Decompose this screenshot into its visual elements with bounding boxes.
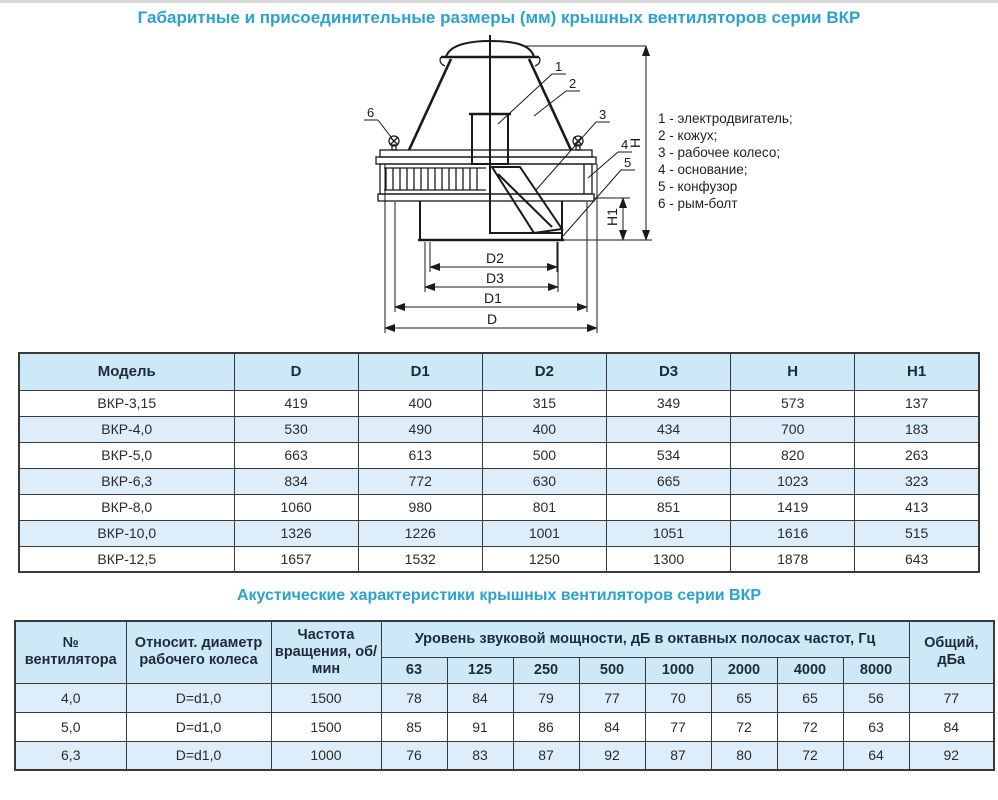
table-row: [19, 546, 979, 572]
table-cell: ВКР-8,0: [19, 494, 234, 520]
table-cell: 91: [447, 712, 513, 741]
callout-3: 3: [599, 107, 607, 122]
table-cell: 665: [606, 468, 730, 494]
table-cell: 183: [855, 416, 979, 442]
table-cell: 77: [645, 712, 711, 741]
dim-label-d2: D2: [486, 250, 504, 266]
table-cell: ВКР-4,0: [19, 416, 234, 442]
legend-item: 3 - рабочее колесо;: [658, 145, 781, 160]
table-row: [19, 520, 979, 546]
fan-base-rail: [378, 194, 594, 201]
table-cell: 6,3: [15, 741, 126, 770]
table-cell: 83: [447, 741, 513, 770]
table-cell: 434: [606, 416, 730, 442]
table-cell: 72: [711, 712, 777, 741]
col-header-octave-500: 500: [579, 657, 645, 683]
col-header-octave-250: 250: [513, 657, 579, 683]
fan-impeller: [490, 166, 562, 234]
table-cell: 772: [358, 468, 482, 494]
table-cell: 400: [358, 390, 482, 416]
table-cell: 1250: [482, 546, 606, 572]
table-cell: 263: [855, 442, 979, 468]
table-cell: 1226: [358, 520, 482, 546]
col-header-model: Модель: [19, 353, 234, 390]
table-cell: 1051: [606, 520, 730, 546]
col-header-sound-power: Уровень звуковой мощности, дБ в октавных полосах частот, Гц: [381, 621, 909, 657]
table-cell: 530: [234, 416, 358, 442]
legend-item: 6 - рым-болт: [658, 196, 738, 211]
col-header-octave-8000: 8000: [843, 657, 909, 683]
table-cell: 64: [843, 741, 909, 770]
table-cell: 65: [711, 683, 777, 712]
table-cell: 84: [909, 712, 994, 741]
dimension-lines: [385, 46, 646, 328]
col-header-h: H: [731, 353, 855, 390]
col-header-d2: D2: [482, 353, 606, 390]
col-header-d1: D1: [358, 353, 482, 390]
callout-leaders: [364, 74, 635, 236]
table-cell: 92: [909, 741, 994, 770]
col-header-rel-diameter: Относит. диаметр рабочего колеса: [126, 621, 271, 683]
col-header-fan-no: № вентилятора: [15, 621, 126, 683]
table-cell: 78: [381, 683, 447, 712]
legend-item: 4 - основание;: [658, 162, 748, 177]
table-cell: 1878: [731, 546, 855, 572]
table-cell: 851: [606, 494, 730, 520]
table-row: [19, 416, 979, 442]
eye-bolts: [389, 136, 583, 150]
table-cell: 663: [234, 442, 358, 468]
table-row: [15, 683, 994, 712]
table-cell: 820: [731, 442, 855, 468]
page-title: Габаритные и присоединительные размеры (мм) крышных вентиляторов серии ВКР: [137, 8, 861, 27]
table-cell: 1060: [234, 494, 358, 520]
table-cell: 643: [855, 546, 979, 572]
legend-item: 5 - конфузор: [658, 179, 738, 194]
dim-label-d: D: [487, 311, 498, 327]
table-cell: 84: [579, 712, 645, 741]
table-cell: 80: [711, 741, 777, 770]
table-cell: ВКР-12,5: [19, 546, 234, 572]
dimensions-table: [18, 352, 980, 573]
table-cell: 63: [843, 712, 909, 741]
col-header-octave-63: 63: [381, 657, 447, 683]
fan-flange: [376, 150, 596, 164]
table-cell: 65: [777, 683, 843, 712]
table-cell: 87: [513, 741, 579, 770]
table-cell: 5,0: [15, 712, 126, 741]
dim-label-h1: H1: [604, 208, 620, 226]
table-cell: 137: [855, 390, 979, 416]
col-header-octave-1000: 1000: [645, 657, 711, 683]
table-cell: ВКР-6,3: [19, 468, 234, 494]
col-header-octave-4000: 4000: [777, 657, 843, 683]
table-cell: 980: [358, 494, 482, 520]
louver-band: [380, 164, 592, 194]
table-cell: 801: [482, 494, 606, 520]
table-row: [19, 494, 979, 520]
table-cell: 413: [855, 494, 979, 520]
dim-label-d3: D3: [486, 270, 504, 286]
table-row: [15, 741, 994, 770]
col-header-h1: H1: [855, 353, 979, 390]
table-cell: 92: [579, 741, 645, 770]
table-cell: 77: [909, 683, 994, 712]
table-cell: 56: [843, 683, 909, 712]
table-cell: 490: [358, 416, 482, 442]
table-cell: 72: [777, 712, 843, 741]
table-cell: ВКР-3,15: [19, 390, 234, 416]
legend-item: 2 - кожух;: [658, 128, 718, 143]
col-header-total-dba: Общий, дБа: [909, 621, 994, 683]
table-cell: 1419: [731, 494, 855, 520]
callout-6: 6: [367, 105, 375, 120]
acoustic-table: [14, 620, 995, 771]
table-cell: 700: [731, 416, 855, 442]
col-header-octave-2000: 2000: [711, 657, 777, 683]
table-cell: D=d1,0: [126, 683, 271, 712]
table-cell: 1616: [731, 520, 855, 546]
table-cell: 500: [482, 442, 606, 468]
table-cell: 1532: [358, 546, 482, 572]
table-cell: 76: [381, 741, 447, 770]
table-cell: 1500: [271, 712, 381, 741]
table-cell: 4,0: [15, 683, 126, 712]
table-cell: 86: [513, 712, 579, 741]
fan-diagram: [0, 28, 998, 352]
fan-diagram-svg: [330, 30, 660, 352]
table-cell: D=d1,0: [126, 712, 271, 741]
dim-label-d1: D1: [484, 290, 502, 306]
table-cell: 515: [855, 520, 979, 546]
acoustic-header-row-1: [15, 621, 994, 657]
table-cell: 323: [855, 468, 979, 494]
callout-1: 1: [555, 59, 563, 74]
table-cell: 72: [777, 741, 843, 770]
table-cell: 630: [482, 468, 606, 494]
callout-5: 5: [624, 155, 632, 170]
table-cell: D=d1,0: [126, 741, 271, 770]
table-cell: 834: [234, 468, 358, 494]
table-cell: 84: [447, 683, 513, 712]
table-cell: ВКР-5,0: [19, 442, 234, 468]
col-header-rotation: Частота вращения, об/мин: [271, 621, 381, 683]
table-cell: 349: [606, 390, 730, 416]
table-cell: 534: [606, 442, 730, 468]
table-cell: 87: [645, 741, 711, 770]
col-header-d: D: [234, 353, 358, 390]
table-cell: 70: [645, 683, 711, 712]
callout-4: 4: [621, 137, 629, 152]
table-cell: 573: [731, 390, 855, 416]
table-cell: ВКР-10,0: [19, 520, 234, 546]
table-cell: 1326: [234, 520, 358, 546]
table-cell: 77: [579, 683, 645, 712]
table-cell: 1001: [482, 520, 606, 546]
table-cell: 315: [482, 390, 606, 416]
col-header-d3: D3: [606, 353, 730, 390]
table-cell: 1023: [731, 468, 855, 494]
col-header-octave-125: 125: [447, 657, 513, 683]
table-cell: 613: [358, 442, 482, 468]
legend-item: 1 - электродвигатель;: [658, 111, 793, 126]
table-cell: 85: [381, 712, 447, 741]
table-row: [19, 468, 979, 494]
table-cell: 1500: [271, 683, 381, 712]
diagram-legend: [658, 110, 793, 212]
table-cell: 79: [513, 683, 579, 712]
dimensions-table-header-row: [19, 353, 979, 390]
table-row: [19, 390, 979, 416]
table-row: [15, 712, 994, 741]
table-cell: 1657: [234, 546, 358, 572]
table-row: [19, 442, 979, 468]
dim-label-h: H: [627, 137, 643, 148]
section-title-acoustic: Акустические характеристики крышных вентиляторов серии ВКР: [236, 587, 762, 604]
table-cell: 400: [482, 416, 606, 442]
callout-2: 2: [569, 76, 577, 91]
table-cell: 1300: [606, 546, 730, 572]
table-cell: 1000: [271, 741, 381, 770]
table-cell: 419: [234, 390, 358, 416]
